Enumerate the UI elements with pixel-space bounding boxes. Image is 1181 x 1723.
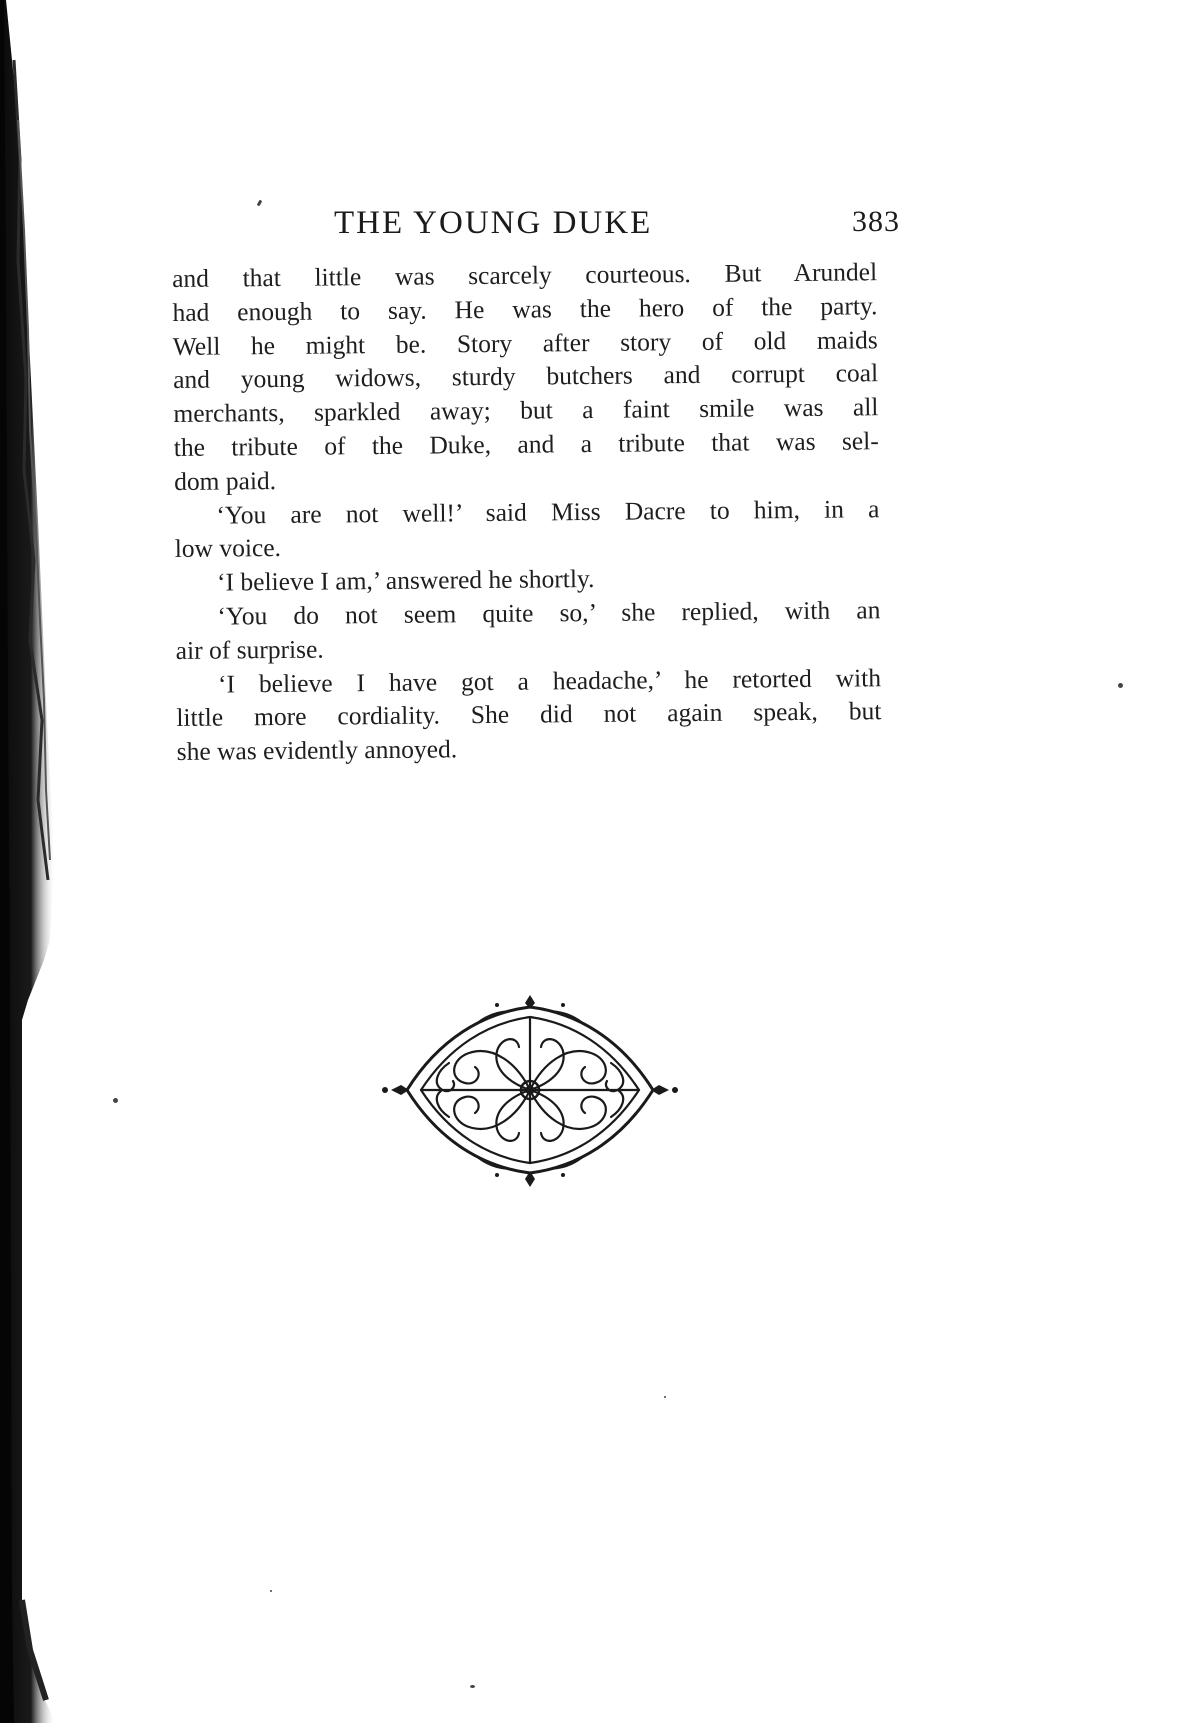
print-speck <box>113 1098 118 1103</box>
text-line: low voice. <box>174 533 282 564</box>
text-line: ‘I believe I am,’ answered he shortly. <box>216 564 595 597</box>
text-line: merchants, sparkled away; but a faint smile was all <box>173 392 879 429</box>
text-line: ‘I believe I have got a headache,’ he retorted with <box>217 662 882 699</box>
running-head <box>330 205 900 249</box>
print-speck <box>664 1396 666 1398</box>
text-line: and that little was scarcely courteous. But Arundel <box>172 257 878 293</box>
page-number: 383 <box>852 205 900 238</box>
text-line: the tribute of the Duke, and a tribute that was sel- <box>173 426 879 462</box>
print-speck <box>257 200 263 207</box>
print-speck <box>270 1590 272 1592</box>
text-line: dom paid. <box>173 465 277 496</box>
text-line: air of surprise. <box>175 634 324 665</box>
print-speck <box>1118 683 1123 688</box>
running-head-title: THE YOUNG DUKE <box>334 205 653 241</box>
binding-gutter-shadow <box>0 0 56 1723</box>
text-line: ‘You do not seem quite so,’ she replied, with an <box>217 595 881 631</box>
text-line: had enough to say. He was the hero of the party. <box>172 291 878 327</box>
text-line: ‘You are not well!’ said Miss Dacre to him, in a <box>216 493 880 530</box>
body-text <box>172 255 882 769</box>
print-speck <box>470 1685 475 1688</box>
text-line: she was evidently annoyed. <box>176 734 458 767</box>
text-line: little more cordiality. She did not again speak, but <box>176 696 882 733</box>
text-line: Well he might be. Story after story of old maids <box>172 324 878 361</box>
floral-tailpiece-ornament-icon <box>377 993 683 1188</box>
text-line: and young widows, sturdy butchers and corrupt coal <box>172 358 879 395</box>
